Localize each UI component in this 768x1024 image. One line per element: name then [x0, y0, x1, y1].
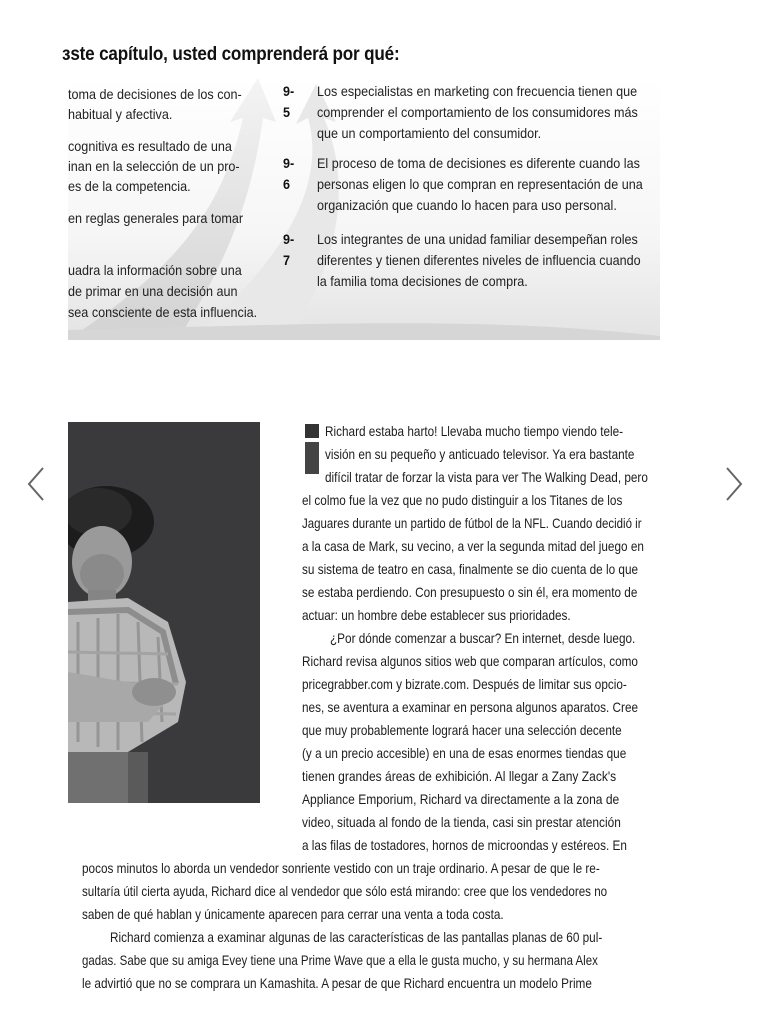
- story-line: le advirtió que no se comprara un Kamashita. A pesar de que Richard encuentra un modelo Prime: [82, 975, 592, 991]
- next-page-button[interactable]: [724, 466, 744, 502]
- story-line: difícil tratar de forzar la vista para ver The Walking Dead, pero: [325, 469, 648, 485]
- objective-left-fragment: en reglas generales para tomar: [68, 210, 244, 226]
- drop-cap-letter: [305, 442, 319, 474]
- story-line: video, situada al fondo de la tienda, casi sin prestar atención: [302, 814, 621, 830]
- story-line: gadas. Sabe que su amiga Evey tiene una Prime Wave que a ella le gusta mucho, y su hermana Alex: [82, 952, 598, 968]
- objective-number: 9-6: [283, 155, 295, 192]
- objective-text: [317, 81, 659, 144]
- story-line: visión en su pequeño y anticuado televisor. Ya era bastante: [325, 446, 635, 462]
- objective-text: [317, 153, 659, 216]
- objective-line: Los integrantes de una unidad familiar desempeñan roles: [317, 231, 638, 247]
- story-line: Richard revisa algunos sitios web que comparan artículos, como: [302, 653, 638, 669]
- objective-line: que un comportamiento del consumidor.: [317, 125, 542, 141]
- objective-line: El proceso de toma de decisiones es diferente cuando las: [317, 155, 640, 171]
- story-line: nes, se aventura a examinar en persona algunos aparatos. Cree: [302, 699, 639, 715]
- objective-left-fragment: sea consciente de esta influencia.: [68, 304, 258, 320]
- story-line: Jaguares durante un partido de fútbol de la NFL. Cuando decidió ir: [302, 515, 642, 531]
- objective-left-fragment: habitual y afectiva.: [68, 106, 173, 122]
- story-line: Richard estaba harto! Llevaba mucho tiempo viendo tele-: [325, 423, 624, 439]
- story-line: (y a un precio accesible) en una de esas enormes tiendas que: [302, 745, 627, 761]
- portrait-illustration: [68, 422, 260, 803]
- drop-cap: [305, 424, 320, 474]
- story-line: Richard comienza a examinar algunas de las características de las pantallas planas de 60 pul-: [110, 929, 603, 945]
- objective-line: organización que cuando lo hacen para uso personal.: [317, 197, 617, 213]
- story-line: Appliance Emporium, Richard va directamente a la zona de: [302, 791, 620, 807]
- drop-cap-square: [305, 424, 319, 438]
- objective-left-fragment: inan en la selección de un pro-: [68, 158, 240, 174]
- story-line: tienen grandes áreas de exhibición. Al llegar a Zany Zack's: [302, 768, 617, 784]
- story-line: actuar: un hombre debe establecer sus prioridades.: [302, 607, 571, 623]
- story-line: sultaría útil cierta ayuda, Richard dice al vendedor que sólo está mirando: cree que los vendedores no: [82, 883, 608, 899]
- objective-left-fragment: cognitiva es resultado de una: [68, 138, 232, 154]
- story-line: que muy probablemente logrará hacer una selección decente: [302, 722, 622, 738]
- objective-left-fragment: uadra la información sobre una: [68, 262, 242, 278]
- story-line: su sistema de teatro en casa, finalmente se dio cuenta de lo que: [302, 561, 639, 577]
- objective-number: 9-7: [283, 231, 295, 268]
- objective-line: diferentes y tienen diferentes niveles de influencia cuando: [317, 252, 641, 268]
- objective-line: la familia toma decisiones de compra.: [317, 273, 528, 289]
- story-line: ¿Por dónde comenzar a buscar? En internet, desde luego.: [330, 630, 636, 646]
- story-line: el colmo fue la vez que no pudo distinguir a los Titanes de los: [302, 492, 623, 508]
- man-portrait-photo: [68, 422, 260, 803]
- objective-text: [317, 229, 659, 292]
- story-line: a las filas de tostadores, hornos de microondas y estéreos. En: [302, 837, 627, 853]
- chapter-heading: ɜste capítulo, usted comprenderá por qué:: [62, 44, 400, 65]
- story-line: pricegrabber.com y bizrate.com. Después de limitar sus opcio-: [302, 676, 627, 692]
- previous-page-button[interactable]: [26, 466, 46, 502]
- story-line: se estaba perdiendo. Con presupuesto o sin él, era momento de: [302, 584, 638, 600]
- story-line: a la casa de Mark, su vecino, a ver la segunda mitad del juego en: [302, 538, 644, 554]
- chevron-left-icon: [26, 466, 46, 502]
- chevron-right-icon: [724, 466, 744, 502]
- objective-number: 9-5: [283, 83, 295, 120]
- story-line: pocos minutos lo aborda un vendedor sonriente vestido con un traje ordinario. A pesar de que le re-: [82, 860, 600, 876]
- objective-line: personas eligen lo que compran en representación de una: [317, 176, 643, 192]
- objective-left-fragment: es de la competencia.: [68, 178, 191, 194]
- objective-left-fragment: toma de decisiones de los con-: [68, 86, 242, 102]
- objective-left-fragment: de primar en una decisión aun: [68, 283, 238, 299]
- learning-objectives-panel: [68, 78, 660, 340]
- objective-line: Los especialistas en marketing con frecuencia tienen que: [317, 83, 638, 99]
- objective-line: comprender el comportamiento de los consumidores más: [317, 104, 638, 120]
- story-line: saben de qué hablan y únicamente aparecen para cerrar una venta a toda costa.: [82, 906, 504, 922]
